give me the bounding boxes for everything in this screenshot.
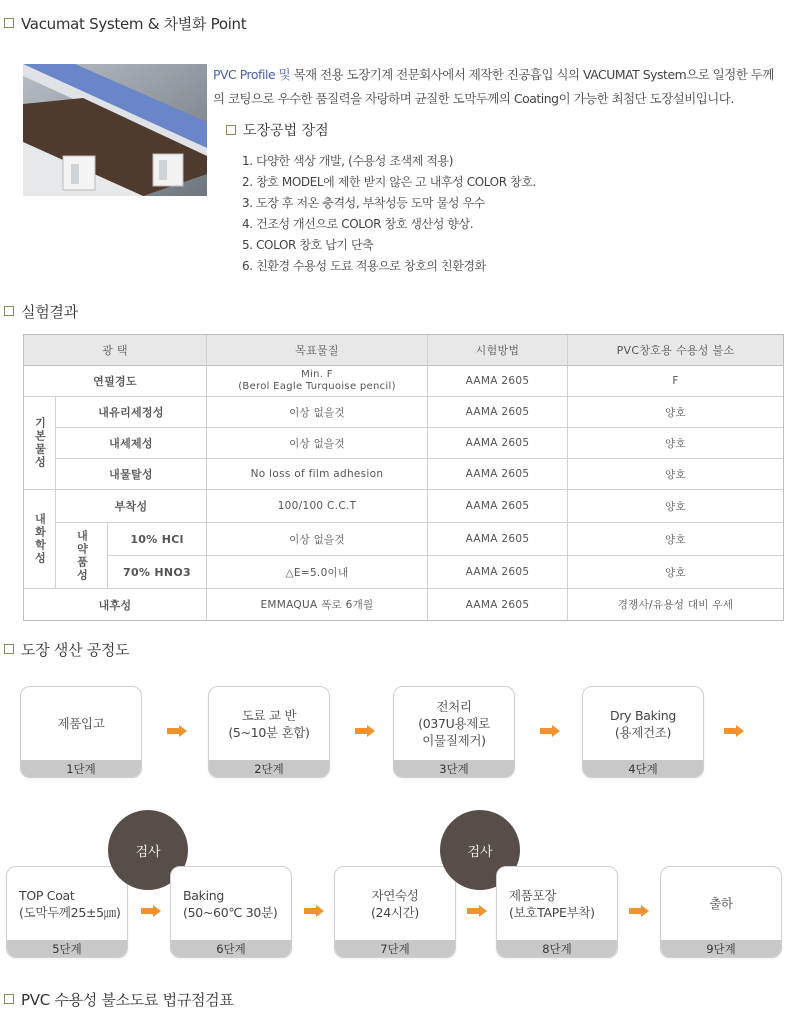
row-target-weather: EMMAQUA 폭로 6개월: [207, 589, 428, 620]
row-method-weather: AAMA 2605: [428, 589, 568, 620]
row-target-hcl: 이상 없을것: [207, 523, 428, 556]
bullet-square-icon: [4, 994, 14, 1004]
table-header-result: PVC창호용 수용성 불소: [568, 335, 783, 366]
advantages-title: [226, 119, 329, 141]
arrow-right-icon: [724, 725, 744, 737]
step-text: TOP Coat (도막두께25±5㎛): [19, 887, 121, 920]
step-stage: 4단계: [583, 760, 703, 777]
intro-body-text: 목재 전용 도장기계 전문회사에서 제작한 진공흡입 식의 VACUMAT System으로 일정한 두께의 코팅으로 우수한 품질력을 자랑하며 균질한 도막두께의 Coating이 가능한 최첨단 도장설비입니다.: [213, 67, 774, 106]
step-text: 도료 교 반 (5~10분 혼합): [228, 707, 310, 740]
row-target-detergent: 이상 없을것: [207, 428, 428, 459]
advantage-item: 5. COLOR 창호 납기 단축: [242, 238, 374, 252]
step-text: Baking (50~60℃ 30분): [183, 887, 278, 920]
intro-paragraph: [213, 63, 785, 111]
row-method-detergent: AAMA 2605: [428, 428, 568, 459]
row-label-water: 내물탈성: [56, 459, 207, 490]
group-label-chem-resist: 내약품성: [56, 523, 108, 589]
bullet-square-icon: [4, 644, 14, 654]
arrow-right-icon: [540, 725, 560, 737]
row-label-pencil: 연필경도: [24, 366, 207, 397]
advantage-item: 6. 친환경 수용성 도료 적용으로 창호의 친환경화: [242, 259, 486, 273]
process-step-2: [208, 686, 330, 778]
row-target-hno3: △E=5.0이내: [207, 556, 428, 589]
process-step-5: [6, 866, 128, 958]
row-result-hot-water: 양호: [568, 397, 783, 428]
advantage-item: 1. 다양한 색상 개발, (수용성 조색제 적용): [242, 154, 453, 168]
section-title-text: 실험결과: [21, 302, 78, 321]
process-step-1: [20, 686, 142, 778]
section-title-vacumat: [4, 12, 246, 34]
inspection-badge: 검사: [440, 810, 520, 890]
step-stage: 2단계: [209, 760, 329, 777]
step-text: 자연숙성 (24시간): [370, 887, 419, 920]
arrow-right-icon: [141, 905, 161, 917]
row-label-hcl: 10% HCl: [108, 523, 207, 556]
row-target-adhesion: 100/100 C.C.T: [207, 490, 428, 523]
arrow-right-icon: [467, 905, 487, 917]
bullet-square-icon: [4, 306, 14, 316]
row-result-water: 양호: [568, 459, 783, 490]
table-header-method: 시험방법: [428, 335, 568, 366]
arrow-right-icon: [167, 725, 187, 737]
row-target-hot-water: 이상 없을것: [207, 397, 428, 428]
process-step-3: [393, 686, 515, 778]
step-stage: 9단계: [661, 940, 781, 957]
advantage-item: 2. 창호 MODEL에 제한 받지 않은 고 내후성 COLOR 창호.: [242, 175, 536, 189]
row-result-hcl: 양호: [568, 523, 783, 556]
group-label-chem: 내화학성: [24, 490, 56, 589]
row-result-weather: 경쟁사/유용성 대비 우세: [617, 599, 734, 611]
row-target-water: No loss of film adhesion: [207, 459, 428, 490]
step-text: Dry Baking (용제건조): [610, 707, 676, 740]
step-stage: 1단계: [21, 760, 141, 777]
step-text: 제품포장 (보호TAPE부착): [509, 887, 595, 920]
row-label-hot-water: 내유리세정성: [56, 397, 207, 428]
step-stage: 8단계: [497, 940, 617, 957]
row-method-hcl: AAMA 2605: [428, 523, 568, 556]
advantages-list: [242, 151, 536, 277]
table-header-target: 목표물질: [207, 335, 428, 366]
bullet-square-icon: [4, 18, 14, 28]
row-label-adhesion: 부착성: [56, 490, 207, 523]
row-label-weather: 내후성: [24, 589, 207, 620]
bullet-square-icon: [226, 125, 236, 135]
process-step-6: [170, 866, 292, 958]
process-step-9: [660, 866, 782, 958]
pvc-profile-photo: [23, 64, 207, 196]
row-label-hno3: 70% HNO3: [108, 556, 207, 589]
step-stage: 3단계: [394, 760, 514, 777]
section-title-text: PVC 수용성 불소도료 법규점검표: [21, 990, 234, 1009]
row-result-detergent: 양호: [568, 428, 783, 459]
section-title-text: 도장 생산 공정도: [21, 640, 130, 659]
step-stage: 5단계: [7, 940, 127, 957]
section-title-results: [4, 300, 78, 322]
row-method-hot-water: AAMA 2605: [428, 397, 568, 428]
advantage-item: 4. 건조성 개선으로 COLOR 창호 생산성 향상.: [242, 217, 474, 231]
row-label-detergent: 내세제성: [56, 428, 207, 459]
inspection-badge: 검사: [108, 810, 188, 890]
advantage-item: 3. 도장 후 저온 충격성, 부착성등 도막 물성 우수: [242, 196, 485, 210]
process-step-7: [334, 866, 456, 958]
row-method-adhesion: AAMA 2605: [428, 490, 568, 523]
group-label-basic: 기본물성: [24, 397, 56, 490]
arrow-right-icon: [355, 725, 375, 737]
results-table: [23, 334, 784, 621]
step-text: 제품입고: [57, 716, 105, 731]
row-target-pencil: Min. F (Berol Eagle Turquoise pencil): [207, 366, 428, 397]
table-header-gloss: 광 택: [24, 335, 207, 366]
row-result-hno3: 양호: [568, 556, 783, 589]
pvc-profile-illustration: [23, 64, 207, 196]
arrow-right-icon: [304, 905, 324, 917]
step-text: 전처리 (037U용제로 이물질제거): [418, 699, 490, 748]
row-result-pencil: F: [568, 366, 783, 397]
row-method-pencil: AAMA 2605: [428, 366, 568, 397]
step-stage: 7단계: [335, 940, 455, 957]
arrow-right-icon: [629, 905, 649, 917]
section-title-text: Vacumat System & 차별화 Point: [21, 14, 247, 33]
row-method-water: AAMA 2605: [428, 459, 568, 490]
advantages-title-text: 도장공법 장점: [243, 123, 329, 139]
process-step-8: [496, 866, 618, 958]
step-stage: 6단계: [171, 940, 291, 957]
intro-accent-text: PVC Profile 및: [213, 67, 291, 82]
process-step-4: [582, 686, 704, 778]
step-text: 출하: [709, 896, 733, 911]
row-method-hno3: AAMA 2605: [428, 556, 568, 589]
section-title-law: [4, 988, 234, 1010]
row-result-adhesion: 양호: [568, 490, 783, 523]
section-title-process: [4, 638, 129, 660]
